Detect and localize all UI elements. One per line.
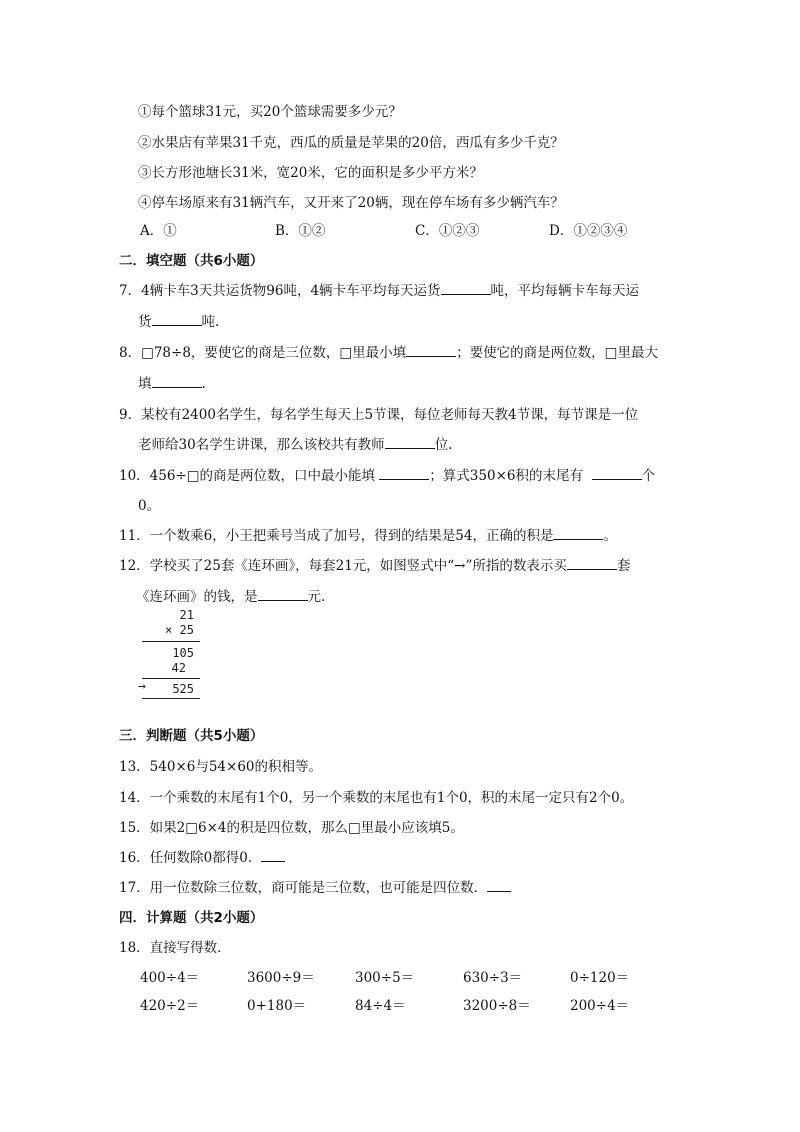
section-3-heading: 三．判断题（共5小题） <box>119 728 264 744</box>
section-2-heading: 二．填空题（共6小题） <box>119 253 264 269</box>
answer-blank[interactable] <box>441 282 491 295</box>
judgement-15: 15．如果2□6×4的积是四位数，那么□里最小应该填5。 <box>119 820 464 836</box>
option-2: ②水果店有苹果31千克，西瓜的质量是苹果的20倍，西瓜有多少千克？ <box>138 135 564 151</box>
multiplier: × 25 <box>165 623 194 637</box>
rule-line <box>142 678 200 679</box>
choice-a[interactable]: A．① <box>140 223 177 239</box>
calc-item: 84÷4＝ <box>355 998 406 1014</box>
calc-item: 300÷5＝ <box>355 970 415 986</box>
question-10-line-1: 10．456÷□的商是两位数，口中最小能填 ；算式350×6积的末尾有 个 <box>119 468 656 484</box>
rule-line <box>142 698 200 699</box>
option-1: ①每个篮球31元，买20个篮球需要多少元？ <box>138 104 402 120</box>
question-12-line-1: 12．学校买了25套《连环画》，每套21元，如图竖式中“→”所指的数表示买 套 <box>119 558 631 574</box>
judgement-17: 17．用一位数除三位数，商可能是三位数，也可能是四位数． <box>119 876 511 896</box>
judgement-16: 16．任何数除0都得0． <box>119 846 285 866</box>
answer-blank[interactable] <box>553 527 603 540</box>
question-9-line-1: 9．某校有2400名学生，每名学生每天上5节课，每位老师每天教4节课，每节课是一位 <box>119 407 639 423</box>
answer-blank[interactable] <box>592 467 642 480</box>
calc-item: 200÷4＝ <box>570 998 630 1014</box>
vertical-multiplication <box>138 606 210 700</box>
calc-item: 0÷120＝ <box>570 970 630 986</box>
calc-item: 3200÷8＝ <box>463 998 531 1014</box>
partial-product-2: 42 <box>171 661 186 675</box>
rule-line <box>142 641 200 642</box>
question-12-line-2: 《连环画》的钱，是 元. <box>136 589 326 605</box>
calc-item: 3600÷9＝ <box>247 970 315 986</box>
choice-d[interactable]: D．①②③④ <box>549 223 628 239</box>
choice-b[interactable]: B．①② <box>275 223 326 239</box>
question-7-line-2: 货 吨. <box>138 314 220 330</box>
arrow-icon: → <box>138 679 146 694</box>
calc-item: 420÷2＝ <box>140 998 200 1014</box>
multiplicand: 21 <box>179 608 194 622</box>
answer-blank[interactable] <box>261 849 285 862</box>
question-8-line-1: 8．□78÷8，要使它的商是三位数，□里最小填 ；要使它的商是两位数，□里最大 <box>119 345 658 361</box>
calc-item: 0+180＝ <box>247 998 307 1014</box>
question-18: 18．直接写得数． <box>119 940 231 956</box>
final-product: 525 <box>172 682 194 696</box>
choice-c[interactable]: C．①②③ <box>415 223 480 239</box>
partial-product-1: 105 <box>172 646 194 660</box>
answer-blank[interactable] <box>406 344 456 357</box>
answer-blank[interactable] <box>567 557 617 570</box>
calc-item: 630÷3＝ <box>463 970 523 986</box>
option-3: ③长方形池塘长31米，宽20米，它的面积是多少平方米？ <box>138 165 483 181</box>
answer-blank[interactable] <box>379 467 429 480</box>
calc-item: 400÷4＝ <box>140 970 200 986</box>
question-10-line-2: 0。 <box>138 498 161 514</box>
answer-blank[interactable] <box>152 375 202 388</box>
section-4-heading: 四．计算题（共2小题） <box>119 910 264 926</box>
answer-blank[interactable] <box>258 588 308 601</box>
option-4: ④停车场原来有31辆汽车，又开来了20辆，现在停车场有多少辆汽车？ <box>138 195 564 211</box>
answer-blank[interactable] <box>385 436 435 449</box>
answer-blank[interactable] <box>152 313 202 326</box>
judgement-14: 14．一个乘数的末尾有1个0，另一个乘数的末尾也有1个0，积的末尾一定只有2个0。 <box>119 790 634 806</box>
question-11: 11．一个数乘6，小王把乘号当成了加号，得到的结果是54，正确的积是 。 <box>119 528 617 544</box>
answer-blank[interactable] <box>487 879 511 892</box>
question-7-line-1: 7．4辆卡车3天共运货物96吨，4辆卡车平均每天运货 吨，平均每辆卡车每天运 <box>119 283 640 299</box>
question-9-line-2: 老师给30名学生讲课，那么该校共有教师 位. <box>138 437 453 453</box>
judgement-13: 13．540×6与54×60的积相等。 <box>119 759 323 775</box>
question-8-line-2: 填 . <box>138 376 206 392</box>
